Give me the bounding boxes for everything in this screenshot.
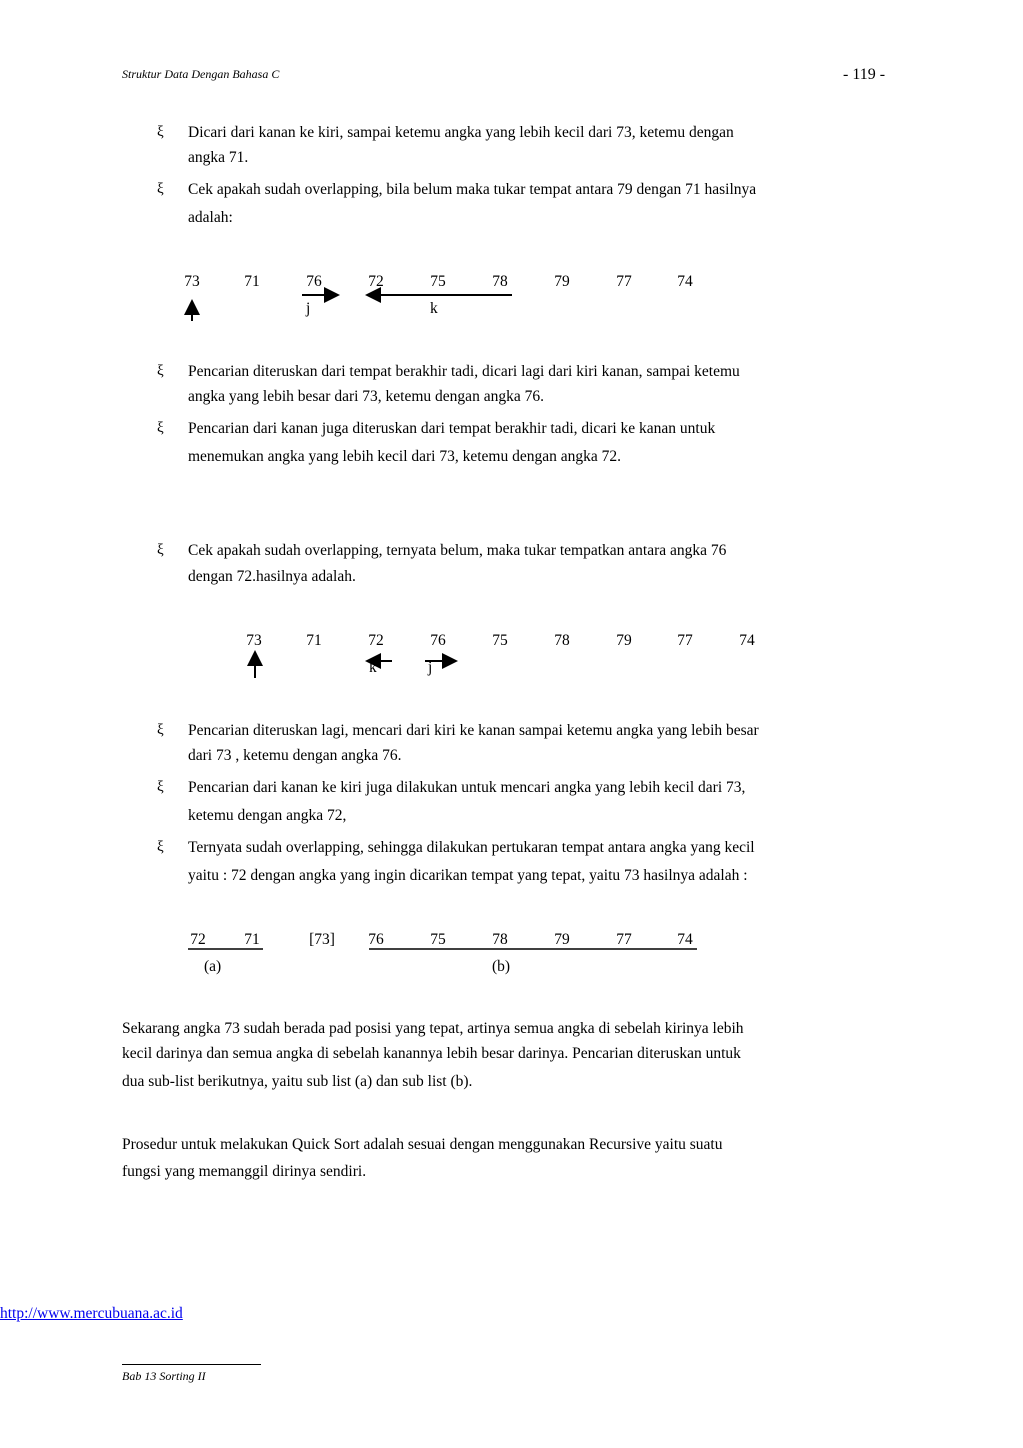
bullet-symbol: ξ <box>157 722 164 738</box>
bullet-symbol: ξ <box>157 779 164 795</box>
pointer-label-j: j <box>428 659 433 676</box>
paragraph-line: Sekarang angka 73 sudah berada pad posisi yang tepat, artinya semua angka di sebelah kirinya lebih <box>122 1020 744 1037</box>
bullet-text-line: angka 71. <box>188 149 249 166</box>
pointer-label-k: k <box>430 300 438 317</box>
bullet-text-line: Cek apakah sudah overlapping, ternyata belum, maka tukar tempatkan antara angka 76 <box>188 542 727 559</box>
bullet-symbol: ξ <box>157 542 164 558</box>
bullet-symbol: ξ <box>157 181 164 197</box>
bullet-symbol: ξ <box>157 839 164 855</box>
array-value: 76 <box>306 273 322 290</box>
bullet-symbol: ξ <box>157 420 164 436</box>
running-header-title: Struktur Data Dengan Bahasa C <box>122 67 280 81</box>
array-value: 75 <box>430 931 446 948</box>
array-value: 72 <box>190 931 206 948</box>
array-value: 73 <box>246 632 262 649</box>
array-value: 74 <box>739 632 755 649</box>
bullet-text-line: Pencarian diteruskan dari tempat berakhir tadi, dicari lagi dari kiri kanan, sampai ketemu <box>188 363 740 380</box>
bullet-text-line: Dicari dari kanan ke kiri, sampai ketemu angka yang lebih kecil dari 73, ketemu dengan <box>188 124 734 141</box>
footer-chapter-label: Bab 13 Sorting II <box>122 1369 206 1383</box>
bullet-text-line: Pencarian dari kanan ke kiri juga dilakukan untuk mencari angka yang lebih kecil dari 73, <box>188 779 746 796</box>
array-value: 77 <box>616 273 632 290</box>
bullet-text-line: yaitu : 72 dengan angka yang ingin dicarikan tempat yang tepat, yaitu 73 hasilnya adalah : <box>188 867 748 884</box>
bullet-text-line: adalah: <box>188 209 233 226</box>
pointer-label-j: j <box>306 300 311 317</box>
pointer-label-k: k <box>369 659 377 676</box>
array-value: 76 <box>368 931 384 948</box>
bullet-text-line: dari 73 , ketemu dengan angka 76. <box>188 747 402 764</box>
array-value: 72 <box>368 632 384 649</box>
footer-website-link[interactable]: http://www.mercubuana.ac.id <box>0 1305 183 1322</box>
paragraph-line: Prosedur untuk melakukan Quick Sort adalah sesuai dengan menggunakan Recursive yaitu suatu <box>122 1136 723 1153</box>
bullet-text-line: angka yang lebih besar dari 73, ketemu dengan angka 76. <box>188 388 544 405</box>
array-value: 73 <box>184 273 200 290</box>
pivot-value: [73] <box>309 931 335 948</box>
bullet-text-line: menemukan angka yang lebih kecil dari 73, ketemu dengan angka 72. <box>188 448 621 465</box>
array-value: 74 <box>677 931 693 948</box>
array-value: 78 <box>492 273 508 290</box>
array-value: 78 <box>554 632 570 649</box>
bullet-text-line: ketemu dengan angka 72, <box>188 807 347 824</box>
array-value: 75 <box>492 632 508 649</box>
array-value: 75 <box>430 273 446 290</box>
array-value: 76 <box>430 632 446 649</box>
array-value: 74 <box>677 273 693 290</box>
array-value: 78 <box>492 931 508 948</box>
array-value: 71 <box>306 632 322 649</box>
array-value: 79 <box>616 632 632 649</box>
bullet-text-line: dengan 72.hasilnya adalah. <box>188 568 356 585</box>
sublist-label-b: (b) <box>492 958 511 975</box>
array-value: 71 <box>244 273 260 290</box>
bullet-symbol: ξ <box>157 363 164 379</box>
bullet-text-line: Ternyata sudah overlapping, sehingga dilakukan pertukaran tempat antara angka yang kecil <box>188 839 755 856</box>
array-value: 77 <box>677 632 693 649</box>
bullet-text-line: Pencarian dari kanan juga diteruskan dari tempat berakhir tadi, dicari ke kanan untuk <box>188 420 716 437</box>
bullet-symbol: ξ <box>157 124 164 140</box>
paragraph-line: kecil darinya dan semua angka di sebelah kanannya lebih besar darinya. Pencarian diteruskan untuk <box>122 1045 741 1062</box>
bullet-text-line: Pencarian diteruskan lagi, mencari dari kiri ke kanan sampai ketemu angka yang lebih besar <box>188 722 759 739</box>
paragraph-line: dua sub-list berikutnya, yaitu sub list (a) dan sub list (b). <box>122 1073 473 1090</box>
sublist-label-a: (a) <box>204 958 222 975</box>
page-number: - 119 - <box>843 66 886 83</box>
array-value: 79 <box>554 931 570 948</box>
array-value: 72 <box>368 273 384 290</box>
array-value: 79 <box>554 273 570 290</box>
array-value: 77 <box>616 931 632 948</box>
bullet-text-line: Cek apakah sudah overlapping, bila belum maka tukar tempat antara 79 dengan 71 hasilnya <box>188 181 757 198</box>
paragraph-line: fungsi yang memanggil dirinya sendiri. <box>122 1163 367 1180</box>
array-value: 71 <box>244 931 260 948</box>
